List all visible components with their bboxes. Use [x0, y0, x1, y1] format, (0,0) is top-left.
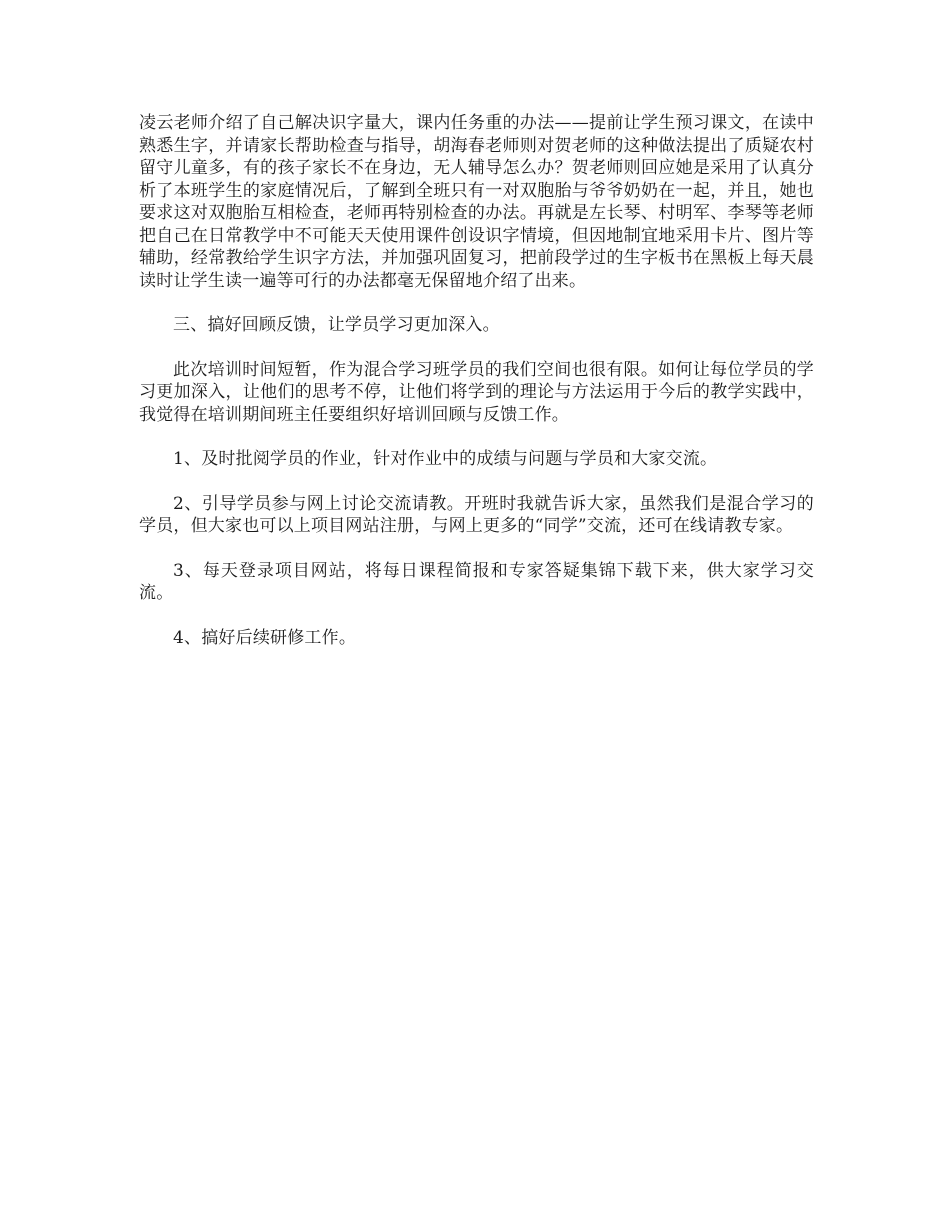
section-heading: 三、搞好回顾反馈，让学员学习更加深入。: [173, 315, 500, 335]
list-item-4: 4、搞好后续研修工作。: [173, 627, 357, 648]
list-item-1: 1、及时批阅学员的作业，针对作业中的成绩与问题与学员和大家交流。: [173, 449, 718, 469]
paragraph-continuation: 凌云老师介绍了自己解决识字量大，课内任务重的办法——提前让学生预习课文，在读中熟悉生字，并请家长帮助检查与指导，胡海春老师则对贺老师的这种做法提出了质疑农村留守儿童多，有的孩子家长不在身边，无人辅导怎么办？贺老师则回应她是采用了认真分析了本班学生的家庭情况后，了解到全班只有一对双胞胎与爷爷奶奶在一起，并且，她也要求这对双胞胎互相检查，老师再特别检查的办法。再就是左长琴、村明军、李琴等老师把自己在日常教学中不可能天天使用课件创设识字情境，但因地制宜地采用卡片、图片等辅助，经常教给学生识字方法，并加强巩固复习，把前段学过的生字板书在黑板上每天晨读时让学生读一遍等可行的办法都毫无保留地介绍了出来。: [139, 113, 814, 291]
paragraph-intro: 此次培训时间短暂，作为混合学习班学员的我们空间也很有限。如何让每位学员的学习更加深入，让他们的思考不停，让他们将学到的理论与方法运用于今后的教学实践中，我觉得在培训期间班主任要组织好培训回顾与反馈工作。: [139, 359, 814, 425]
list-item-3: 3、每天登录项目网站，将每日课程简报和专家答疑集锦下载下来，供大家学习交流。: [139, 560, 814, 603]
document-body: [139, 112, 814, 671]
list-item-2: 2、引导学员参与网上讨论交流请教。开班时我就告诉大家，虽然我们是混合学习的学员，但大家也可以上项目网站注册，与网上更多的“同学”交流，还可在线请教专家。: [139, 493, 814, 536]
